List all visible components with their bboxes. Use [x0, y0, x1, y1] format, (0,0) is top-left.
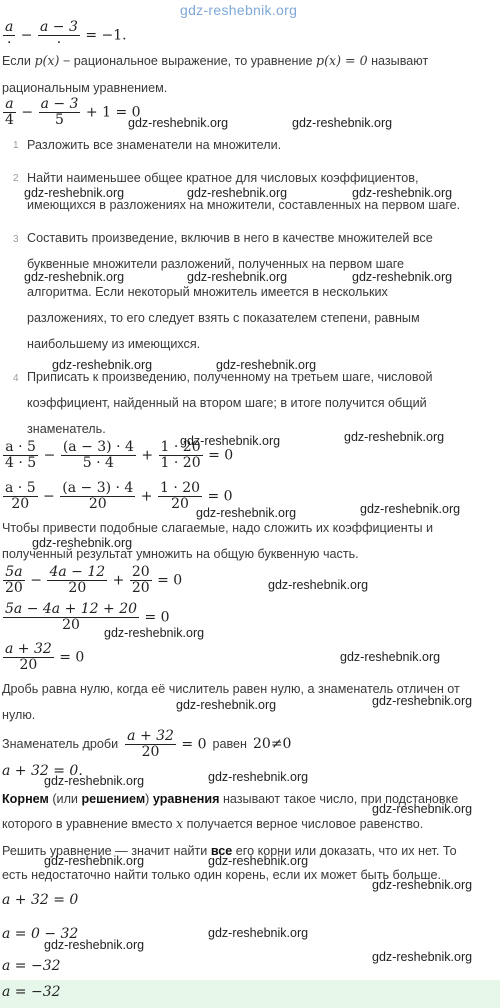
equation-linear-2: a + 32 = 0: [2, 892, 79, 908]
step-text: Найти наименьшее общее кратное для числовых коэффициентов,: [27, 171, 419, 185]
step-number: 3: [13, 234, 19, 245]
paragraph-zero-fraction: нулю.: [2, 708, 36, 722]
equation-4: $\frac{5a}{20}$ − $\frac{4a - 12}{20}$ + $\frac{20}{20}$ = 0: [5, 564, 183, 596]
watermark: gdz-reshebnik.org: [208, 854, 309, 868]
intro-line-1: Если p(x) − рациональное выражение, то уравнение p(x) = 0 называют: [2, 53, 429, 68]
watermark: gdz-reshebnik.org: [360, 502, 461, 516]
watermark: gdz-reshebnik.org: [24, 186, 125, 200]
watermark: gdz-reshebnik.org: [196, 506, 297, 520]
step-text: Приписать к произведению, полученному на третьем шаге, числовой: [27, 370, 433, 384]
watermark-top: gdz-reshebnik.org: [180, 2, 298, 18]
solve-paragraph: есть недостаточно найти только один корень, если их может быть больше.: [2, 868, 442, 882]
watermark: gdz-reshebnik.org: [216, 358, 317, 372]
watermark: gdz-reshebnik.org: [180, 434, 281, 448]
watermark: gdz-reshebnik.org: [44, 854, 145, 868]
watermark: gdz-reshebnik.org: [344, 430, 445, 444]
watermark: gdz-reshebnik.org: [32, 536, 133, 550]
denominator-line: Знаменатель дроби $\frac{a + 32}{20}$ = 0 равен 20≠0: [2, 727, 292, 760]
watermark: gdz-reshebnik.org: [372, 878, 473, 892]
step-text: знаменатель.: [27, 422, 106, 436]
step-number: 2: [13, 173, 19, 184]
watermark: gdz-reshebnik.org: [372, 694, 473, 708]
watermark: gdz-reshebnik.org: [187, 270, 288, 284]
watermark: gdz-reshebnik.org: [208, 770, 309, 784]
watermark: gdz-reshebnik.org: [24, 270, 125, 284]
watermark: gdz-reshebnik.org: [44, 774, 145, 788]
equation-linear-3: a = 0 − 32: [2, 926, 79, 942]
equation-6: $\frac{a + 32}{20}$ = 0: [5, 641, 85, 673]
watermark: gdz-reshebnik.org: [187, 186, 288, 200]
watermark: gdz-reshebnik.org: [128, 116, 229, 130]
step-text: разложениях, то его следует взять с показателем степени, равным: [27, 311, 420, 325]
watermark: gdz-reshebnik.org: [372, 950, 473, 964]
step-number: 4: [13, 373, 19, 384]
watermark: gdz-reshebnik.org: [104, 626, 205, 640]
answer: a = −32: [2, 984, 61, 1000]
watermark: gdz-reshebnik.org: [372, 802, 473, 816]
step-number: 1: [13, 140, 19, 151]
definition-root: Корнем (или решением) уравнения называют такое число, при подстановке: [2, 792, 459, 806]
paragraph-like-terms: Чтобы привести подобные слагаемые, надо сложить их коэффициенты и: [2, 521, 434, 535]
watermark: gdz-reshebnik.org: [352, 270, 453, 284]
watermark: gdz-reshebnik.org: [52, 358, 153, 372]
watermark: gdz-reshebnik.org: [44, 938, 145, 952]
watermark: gdz-reshebnik.org: [340, 650, 441, 664]
step-text: коэффициент, найденный на втором шаге; в итоге получится общий: [27, 396, 427, 410]
step-text: буквенные множители разложений, полученных на первом шаге: [27, 257, 405, 271]
answer-bar: [0, 980, 500, 1008]
solve-paragraph: Решить уравнение — значит найти все его корни или доказать, что их нет. То: [2, 844, 457, 858]
definition-root: которого в уравнение вместо x получается верное числовое равенство.: [2, 816, 424, 831]
step-text: имеющихся в разложениях на множители, составленных на первом шаге.: [27, 198, 461, 212]
equation-3: $\frac{a \cdot 5}{20}$ − $\frac{(a - 3) \cdot 4}{20}$ + $\frac{1 \cdot 20}{20}$ = 0: [5, 480, 233, 512]
step-text: наибольшему из имеющихся.: [27, 337, 201, 351]
intro-line-2: рациональным уравнением.: [2, 81, 168, 95]
watermark: gdz-reshebnik.org: [208, 926, 309, 940]
equation-2: $\frac{a \cdot 5}{4 \cdot 5}$ − $\frac{(a - 3) \cdot 4}{5 \cdot 4}$ + $\frac{1 \cdot 20}{1 \cdot 20}$ = 0: [5, 439, 234, 471]
equation-1: $\frac{a}{4}$ − $\frac{a - 3}{5}$ + 1 = 0: [5, 96, 141, 128]
equation-linear-4: a = −32: [2, 958, 61, 974]
paragraph-zero-fraction: Дробь равна нулю, когда её числитель равен нулю, а знаменатель отличен от: [2, 682, 460, 696]
paragraph-like-terms: полученный результат умножить на общую буквенную часть.: [2, 547, 359, 561]
equation-5: $\frac{5a - 4a + 12 + 20}{20}$ = 0: [5, 601, 170, 633]
step-text: алгоритма. Если некоторый множитель имеется в нескольких: [27, 285, 388, 299]
equation-top: $\frac{a}{\cdot}$ − $\frac{a - 3}{\cdot}$ = −1.: [5, 19, 127, 51]
watermark: gdz-reshebnik.org: [176, 698, 277, 712]
watermark: gdz-reshebnik.org: [352, 186, 453, 200]
step-text: Разложить все знаменатели на множители.: [27, 138, 282, 152]
equation-linear-1: a + 32 = 0.: [2, 763, 83, 779]
watermark: gdz-reshebnik.org: [292, 116, 393, 130]
step-text: Составить произведение, включив в него в качестве множителей все: [27, 231, 433, 245]
watermark: gdz-reshebnik.org: [268, 578, 369, 592]
